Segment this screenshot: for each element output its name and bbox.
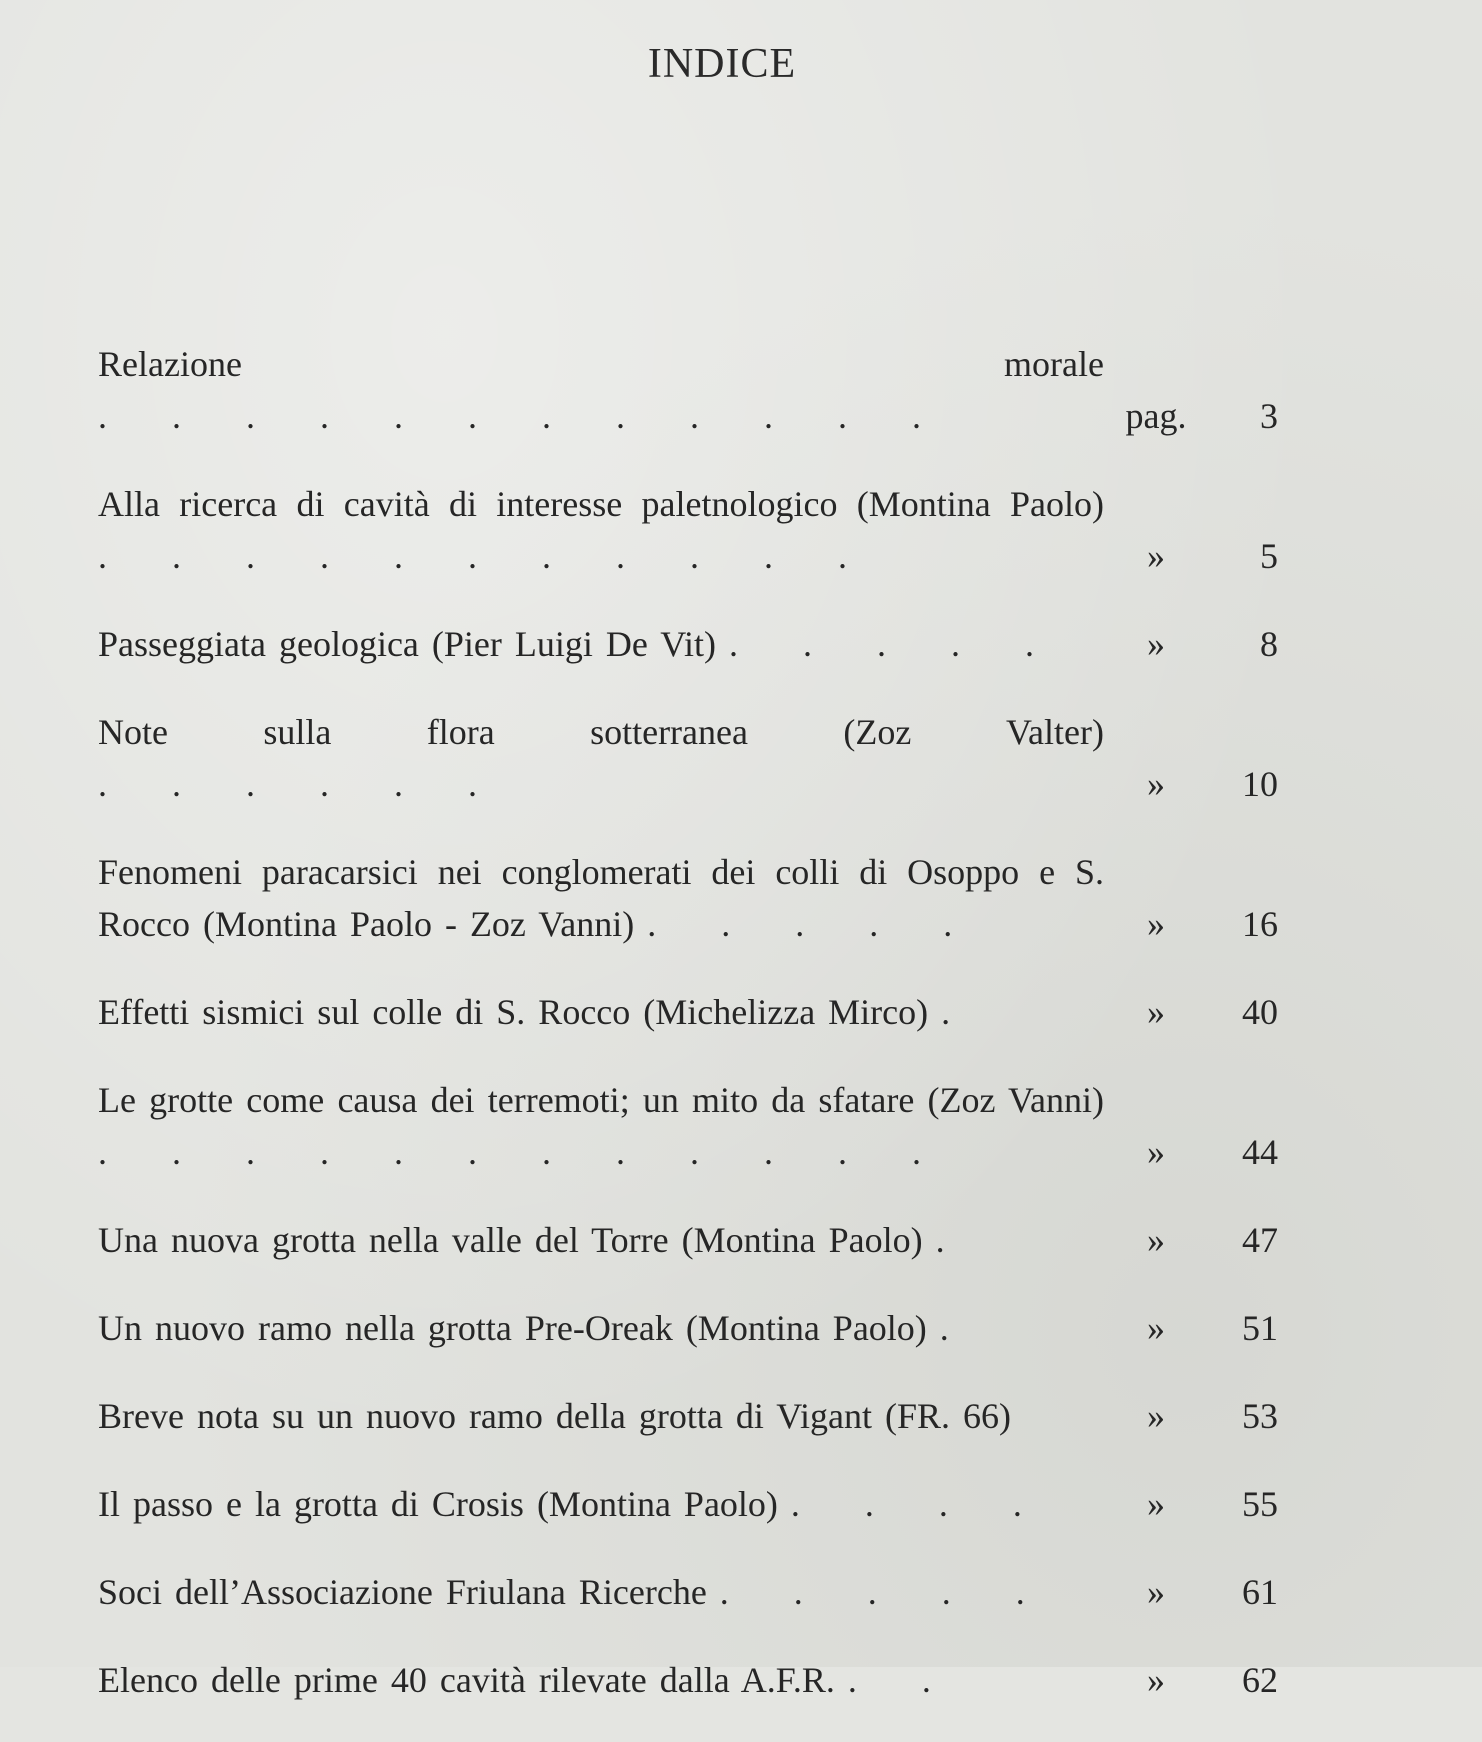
page-number: 61 [1242, 1572, 1278, 1612]
page-number: 62 [1242, 1660, 1278, 1700]
entry-title: Le grotte come causa dei terremoti; un mito da sfatare (Zoz Vanni) [98, 1080, 1104, 1120]
dot-leader: . . . . . [647, 904, 979, 944]
toc-entry [98, 1074, 1360, 1178]
dot-leader: . [939, 1308, 975, 1348]
page-number: 10 [1242, 764, 1278, 804]
page-number: 40 [1242, 992, 1278, 1032]
page-number: 53 [1242, 1396, 1278, 1436]
dot-leader: . . . . . . . . . . . . [98, 1132, 947, 1172]
page-number: 44 [1242, 1132, 1278, 1172]
page-number: 51 [1242, 1308, 1278, 1348]
toc-entry [98, 338, 1360, 442]
toc-entry [98, 1214, 1360, 1266]
ditto-mark: » [1147, 1220, 1165, 1260]
entry-title: Alla ricerca di cavità di interesse paletnologico (Montina Paolo) [98, 484, 1104, 524]
toc-entry [98, 846, 1360, 950]
toc-entry [98, 986, 1360, 1038]
ditto-mark: » [1147, 1660, 1165, 1700]
entry-title: Breve nota su un nuovo ramo della grotta di Vigant (FR. 66) [98, 1396, 1012, 1436]
table-of-contents [98, 338, 1360, 1742]
dot-leader: . . . . . . . . . . . . [98, 396, 947, 436]
entry-title: Note sulla flora sotterranea (Zoz Valter) [98, 712, 1104, 752]
dot-leader: . . . . . . . . . . . [98, 536, 873, 576]
toc-entry [98, 1478, 1360, 1530]
page-number: 8 [1260, 624, 1278, 664]
dot-leader: . . . . . . [98, 764, 503, 804]
dot-leader: . . [847, 1660, 957, 1700]
ditto-mark: » [1147, 1484, 1165, 1524]
page-number: 5 [1260, 536, 1278, 576]
toc-entry [98, 618, 1360, 670]
entry-title: Effetti sismici sul colle di S. Rocco (Michelizza Mirco) [98, 992, 929, 1032]
entry-title: Soci dell’Associazione Friulana Ricerche [98, 1572, 707, 1612]
entry-title: Elenco delle prime 40 cavità rilevate dalla A.F.R. [98, 1660, 835, 1700]
entry-title: Una nuova grotta nella valle del Torre (Montina Paolo) [98, 1220, 923, 1260]
ditto-mark: » [1147, 764, 1165, 804]
entry-title: Un nuovo ramo nella grotta Pre-Oreak (Montina Paolo) [98, 1308, 927, 1348]
entry-title: Il passo e la grotta di Crosis (Montina Paolo) [98, 1484, 778, 1524]
toc-entry [98, 1654, 1360, 1706]
dot-leader: . . . . . [729, 624, 1061, 664]
ditto-mark: » [1147, 1308, 1165, 1348]
ditto-mark: » [1147, 624, 1165, 664]
toc-entry [98, 1302, 1360, 1354]
toc-entry [98, 1390, 1360, 1442]
ditto-mark: » [1147, 1132, 1165, 1172]
page-number: 47 [1242, 1220, 1278, 1260]
toc-entry [98, 1566, 1360, 1618]
toc-entry [98, 706, 1360, 810]
entry-title: Relazione morale [98, 344, 1104, 384]
ditto-mark: » [1147, 992, 1165, 1032]
page-number: 16 [1242, 904, 1278, 944]
page-number: 55 [1242, 1484, 1278, 1524]
entry-title: Passeggiata geologica (Pier Luigi De Vit) [98, 624, 717, 664]
dot-leader: . [941, 992, 977, 1032]
dot-leader: . . . . . [719, 1572, 1051, 1612]
dot-leader: . [935, 1220, 971, 1260]
ditto-mark: » [1147, 536, 1165, 576]
page-label: pag. [1125, 396, 1187, 436]
toc-entry [98, 478, 1360, 582]
ditto-mark: » [1147, 1572, 1165, 1612]
page-number: 3 [1260, 396, 1278, 436]
ditto-mark: » [1147, 904, 1165, 944]
ditto-mark: » [1147, 1396, 1165, 1436]
entry-title: Fenomeni paracarsici nei conglomerati dei colli di Osoppo e S. Rocco (Montina Paolo - Zoz Vanni) [98, 852, 1104, 944]
page-title: INDICE [647, 41, 797, 87]
dot-leader: . . . . [790, 1484, 1048, 1524]
